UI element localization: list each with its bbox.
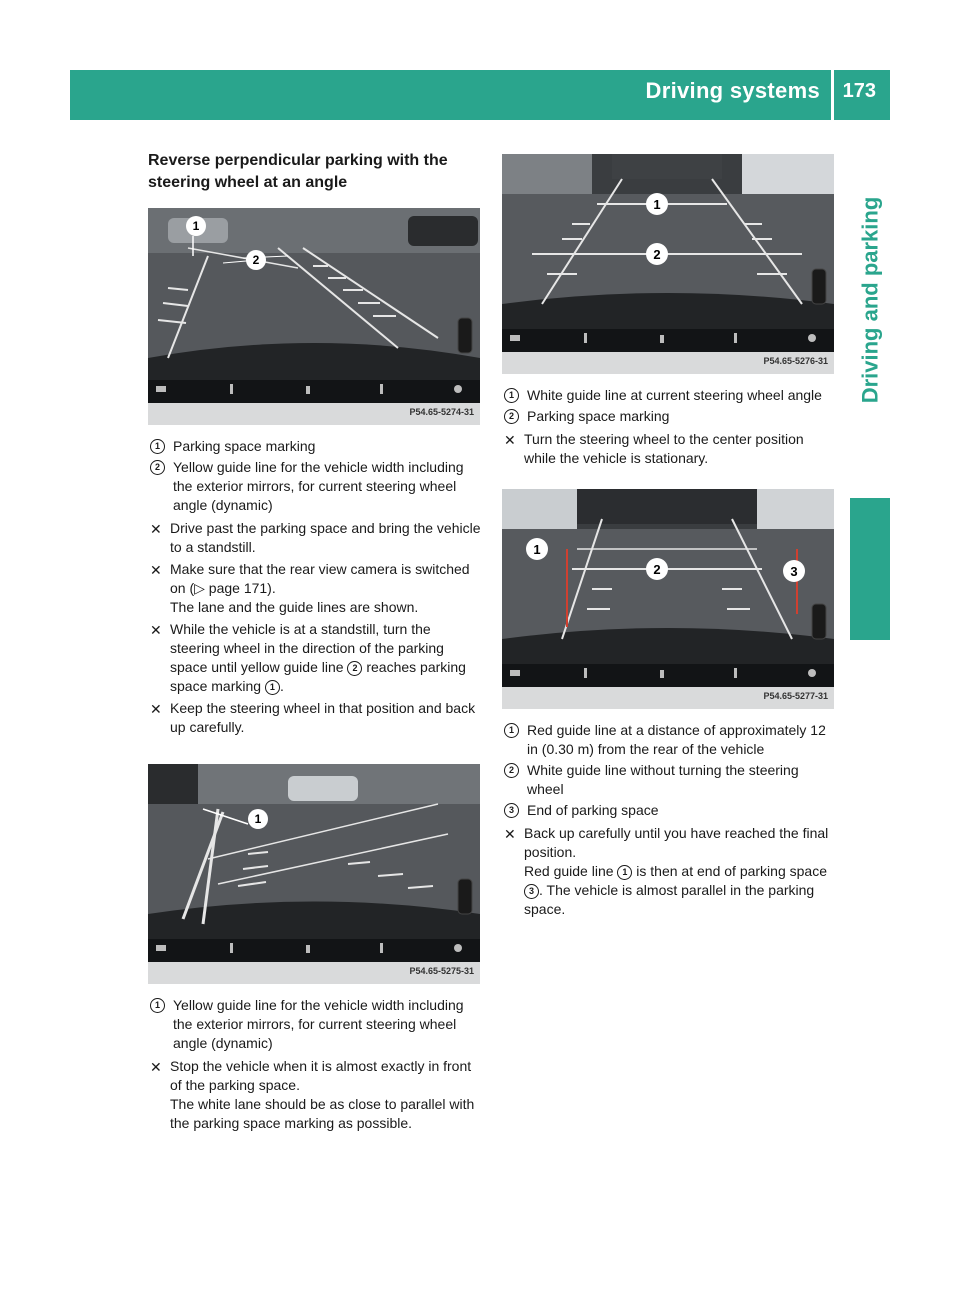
step-text: reaches parking space marking (170, 659, 466, 694)
figure-ref: P54.65-5274-31 (409, 407, 474, 417)
chapter-marker (850, 498, 890, 640)
step-result: Red guide line (524, 863, 618, 879)
chapter-tab-label: Driving and parking (857, 196, 882, 404)
legend-text: White guide line at current steering wheel angle (527, 387, 822, 403)
legend-number: 1 (150, 998, 165, 1013)
figure-ref-bar (148, 403, 480, 425)
legend-item (502, 761, 837, 799)
step-text[interactable]: Make sure that the rear view camera is switched on (▷ page 171). (170, 561, 470, 596)
step-item (502, 824, 837, 919)
legend-item (502, 721, 837, 759)
svg-text:2: 2 (252, 253, 260, 267)
step-arrow-icon: ✕ (150, 521, 162, 537)
inline-number: 3 (524, 884, 539, 899)
legend-item (502, 407, 837, 426)
step-result: . The vehicle is almost parallel in the parking space. (524, 882, 815, 917)
inline-number: 1 (617, 865, 632, 880)
legend-text: End of parking space (527, 802, 659, 818)
legend-number: 1 (504, 723, 519, 738)
inline-number: 2 (347, 661, 362, 676)
legend-text: Parking space marking (173, 438, 316, 454)
steps-2 (148, 1057, 483, 1133)
figure-ref: P54.65-5276-31 (763, 356, 828, 366)
step-arrow-icon: ✕ (150, 562, 162, 578)
figure-ref-bar (502, 687, 834, 709)
legend-number: 3 (504, 803, 519, 818)
legend-item (502, 801, 837, 820)
legend-text: Yellow guide line for the vehicle width including the exterior mirrors, for current steering wheel angle (dynamic) (173, 997, 464, 1051)
figure-ref-bar (502, 352, 834, 374)
step-result: The lane and the guide lines are shown. (170, 599, 419, 615)
step-item (148, 699, 483, 737)
step-text: While the vehicle is at a standstill, turn the steering wheel in the direction of the parking space until yellow guide line (170, 621, 444, 675)
step-text: Turn the steering wheel to the center position while the vehicle is stationary. (524, 431, 804, 466)
step-result: is then at end of parking space (632, 863, 827, 879)
figure-3-legend (502, 386, 837, 426)
section-heading: Reverse perpendicular parking with the steering wheel at an angle (148, 152, 448, 191)
step-item (502, 430, 837, 468)
camera-image-1 (148, 208, 480, 403)
camera-figure-2 (148, 764, 480, 984)
page-number: 173 (842, 80, 876, 102)
page-header (70, 70, 890, 120)
step-arrow-icon: ✕ (504, 826, 516, 842)
svg-text:2: 2 (653, 247, 661, 262)
step-item (148, 560, 483, 617)
figure-2-legend (148, 996, 483, 1053)
camera-image-3 (502, 154, 834, 352)
header-divider (831, 70, 834, 120)
svg-text:1: 1 (653, 197, 661, 212)
figure-1-legend (148, 437, 483, 515)
step-arrow-icon: ✕ (150, 701, 162, 717)
figure-ref: P54.65-5275-31 (409, 966, 474, 976)
legend-number: 1 (504, 388, 519, 403)
steps-1 (148, 519, 483, 737)
legend-number: 2 (504, 409, 519, 424)
chapter-tab (850, 120, 890, 480)
figure-4-legend (502, 721, 837, 820)
inline-number: 1 (265, 680, 280, 695)
right-column (502, 150, 837, 922)
svg-text:3: 3 (790, 564, 798, 579)
legend-number: 2 (504, 763, 519, 778)
svg-text:2: 2 (653, 562, 661, 577)
steps-4 (502, 824, 837, 919)
legend-item (148, 458, 483, 515)
legend-item (148, 437, 483, 456)
step-arrow-icon: ✕ (504, 432, 516, 448)
step-text: . (279, 678, 284, 694)
step-text: Stop the vehicle when it is almost exactly in front of the parking space. (170, 1058, 472, 1093)
camera-figure-4 (502, 489, 834, 709)
camera-image-4 (502, 489, 834, 687)
step-item (148, 519, 483, 557)
legend-text: White guide line without turning the steering wheel (527, 762, 799, 797)
step-text: Back up carefully until you have reached the final position. (524, 825, 829, 860)
step-item (148, 620, 483, 696)
svg-text:1: 1 (533, 542, 541, 557)
camera-figure-1 (148, 208, 480, 425)
camera-figure-3 (502, 154, 834, 374)
step-text: Keep the steering wheel in that position and back up carefully. (170, 700, 476, 735)
legend-item (148, 996, 483, 1053)
steps-3 (502, 430, 837, 468)
figure-ref-bar (148, 962, 480, 984)
figure-ref: P54.65-5277-31 (763, 691, 828, 701)
step-arrow-icon: ✕ (150, 1059, 162, 1075)
step-result: The white lane should be as close to parallel with the parking space marking as possible. (170, 1096, 475, 1131)
legend-text: Yellow guide line for the vehicle width including the exterior mirrors, for current steering wheel angle (dynamic) (173, 459, 464, 513)
svg-text:1: 1 (254, 812, 262, 826)
step-arrow-icon: ✕ (150, 622, 162, 638)
step-item (148, 1057, 483, 1133)
left-column (148, 150, 483, 1136)
legend-number: 2 (150, 460, 165, 475)
legend-text: Red guide line at a distance of approximately 12 in (0.30 m) from the rear of the vehicle (527, 722, 826, 757)
section-title: Driving systems (645, 78, 820, 103)
svg-text:1: 1 (192, 219, 200, 233)
step-text: Drive past the parking space and bring the vehicle to a standstill. (170, 520, 481, 555)
legend-item (502, 386, 837, 405)
legend-number: 1 (150, 439, 165, 454)
legend-text: Parking space marking (527, 408, 670, 424)
camera-image-2 (148, 764, 480, 962)
